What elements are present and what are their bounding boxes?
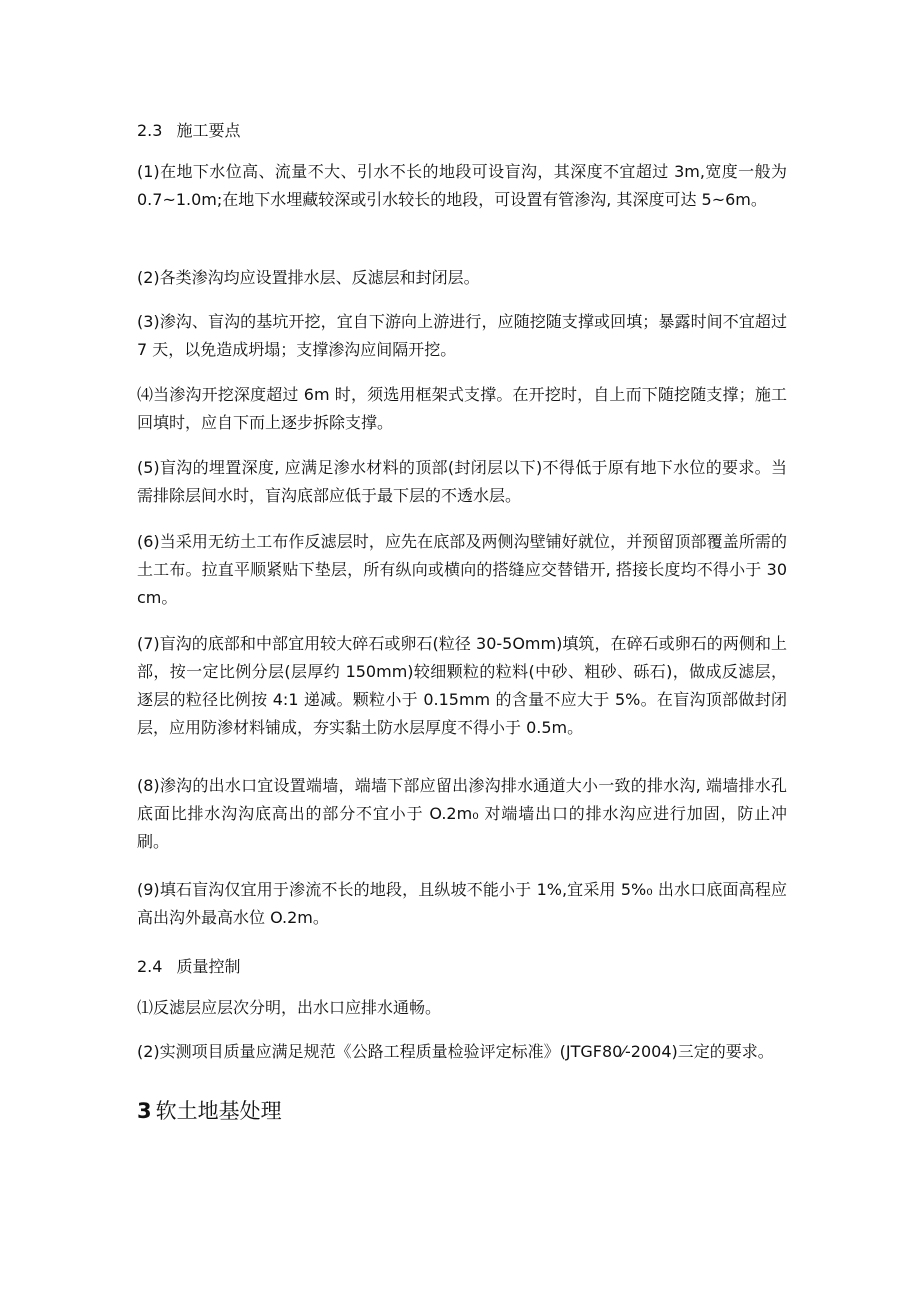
- section-number: 2.4: [137, 957, 163, 976]
- section-2-4-heading: [137, 957, 240, 977]
- paragraph-2: (2)各类渗沟均应设置排水层、反滤层和封闭层。: [137, 268, 480, 287]
- section-title: 软土地基处理: [155, 1099, 282, 1123]
- section-2-3-heading: [137, 121, 240, 141]
- paragraph-5: (5)盲沟的埋置深度, 应满足渗水材料的顶部(封闭层以下)不得低于原有地下水位的要求。当需排除层间水时，盲沟底部应低于最下层的不透水层。: [137, 458, 787, 505]
- paragraph-2-4-2: (2)实测项目质量应满足规范《公路工程质量检验评定标准》(JTGF80⁄-2004)三定的要求。: [137, 1042, 774, 1061]
- paragraph-9: (9)填石盲沟仅宜用于渗流不长的地段，且纵坡不能小于 1%,宜采用 5%₀ 出水口底面高程应高出沟外最高水位 O.2m。: [137, 880, 787, 927]
- paragraph-6: (6)当采用无纺土工布作反滤层时，应先在底部及两侧沟壁铺好就位，并预留顶部覆盖所需的土工布。拉直平顺紧贴下垫层，所有纵向或横向的搭缝应交替错开, 搭接长度均不得小于 30cm。: [137, 532, 787, 607]
- paragraph-8: (8)渗沟的出水口宜设置端墙，端墙下部应留出渗沟排水通道大小一致的排水沟, 端墙排水孔底面比排水沟沟底高出的部分不宜小于 O.2m₀ 对端墙出口的排水沟应进行加固，防止冲刷。: [137, 776, 787, 851]
- section-number: 2.3: [137, 121, 163, 140]
- paragraph-4: ⑷当渗沟开挖深度超过 6m 时，须选用框架式支撑。在开挖时，自上而下随挖随支撑；施工回填时，应自下而上逐步拆除支撑。: [137, 385, 787, 432]
- paragraph-7: (7)盲沟的底部和中部宜用较大碎石或卵石(粒径 30-5Omm)填筑，在碎石或卵石的两侧和上部，按一定比例分层(层厚约 150mm)较细颗粒的粒料(中砂、粗砂、砾石)，做成反滤层，逐层的粒径比例按 4:1 递减。颗粒小于 0.15mm 的含量不应大于 5%。在盲沟顶部做封闭层，应用防渗材料铺成，夯实黏土防水层厚度不得小于 0.5m。: [137, 634, 787, 737]
- section-number: 3: [137, 1099, 152, 1123]
- section-3-heading: [137, 1098, 282, 1124]
- paragraph-3: (3)渗沟、盲沟的基坑开挖，宜自下游向上游进行，应随挖随支撑或回填；暴露时间不宜超过 7 天，以免造成坍塌；支撑渗沟应间隔开挖。: [137, 312, 787, 359]
- section-title: 施工要点: [176, 121, 241, 140]
- paragraph-2-4-1: ⑴反滤层应层次分明，出水口应排水通畅。: [137, 998, 442, 1017]
- section-title: 质量控制: [176, 957, 241, 976]
- paragraph-1: (1)在地下水位高、流量不大、引水不长的地段可设盲沟，其深度不宜超过 3m,宽度一般为 0.7~1.0m;在地下水埋藏较深或引水较长的地段，可设置有管渗沟, 其深度可达 5~6m。: [137, 162, 787, 209]
